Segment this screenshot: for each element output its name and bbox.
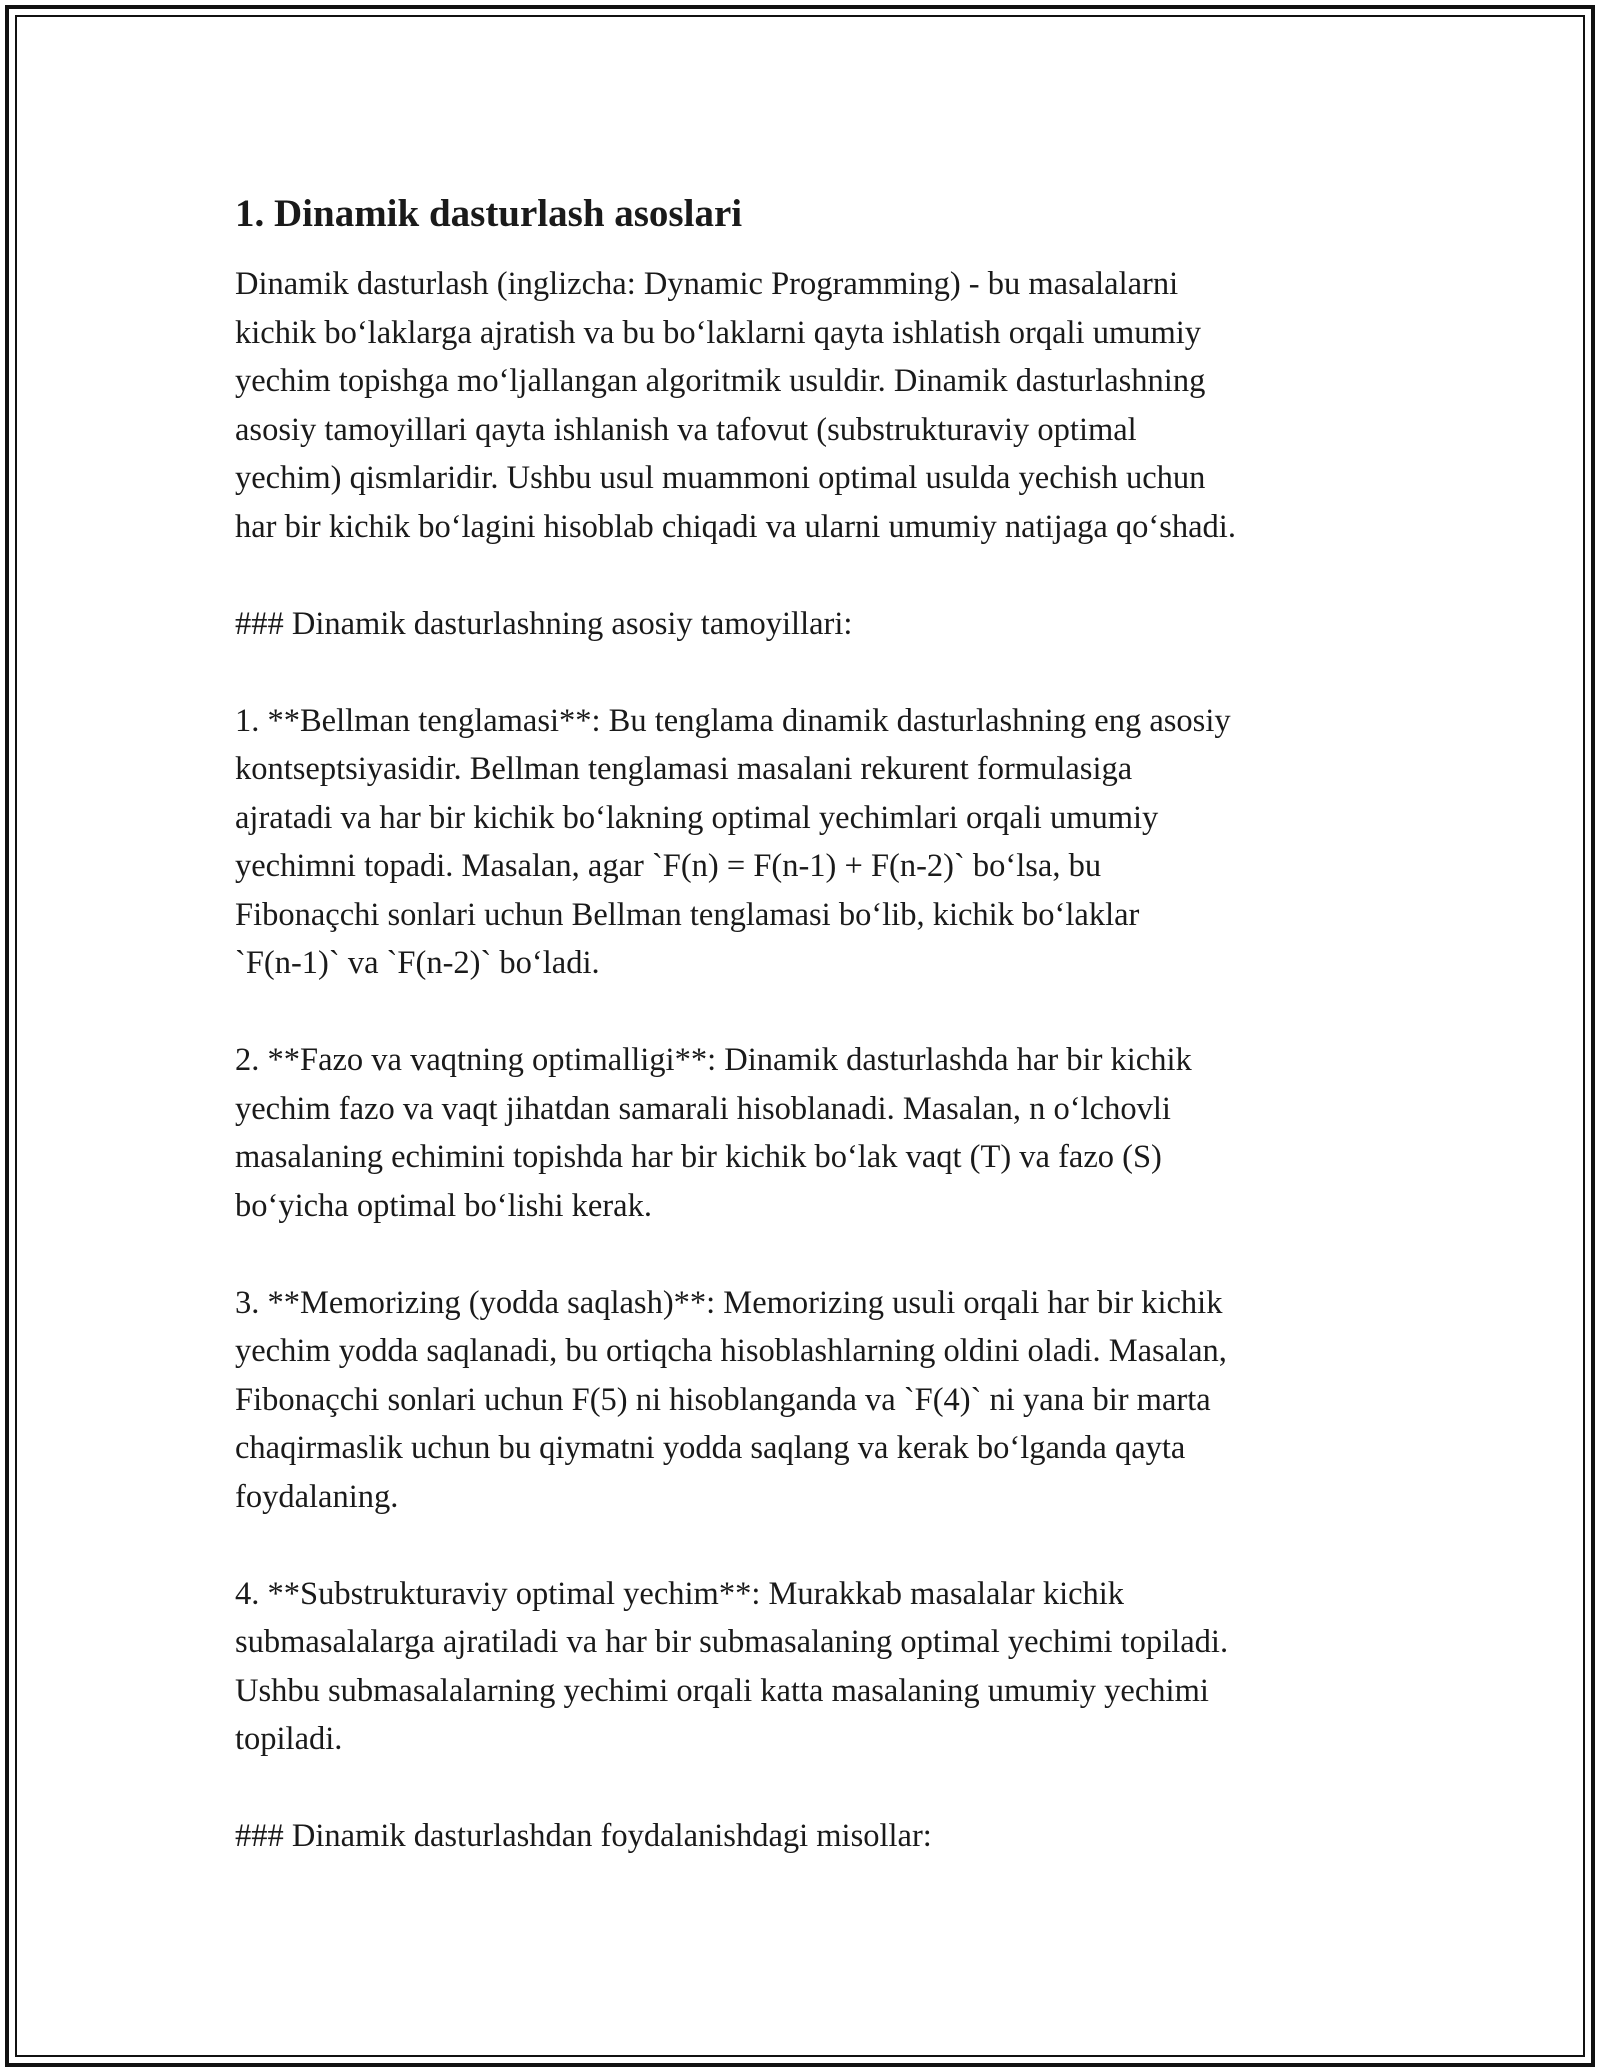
text-line: masalaning echimini topishda har bir kichik bo‘lak vaqt (T) va fazo (S) <box>235 1139 1162 1175</box>
text-line: yechim topishga mo‘ljallangan algoritmik usuldir. Dinamik dasturlashning <box>235 363 1206 399</box>
text-line: ### Dinamik dasturlashning asosiy tamoyillari: <box>235 605 853 642</box>
text-line: yechim fazo va vaqt jihatdan samarali hisoblanadi. Masalan, n o‘lchovli <box>235 1090 1171 1127</box>
text-line: Fibonaçchi sonlari uchun F(5) ni hisoblanganda va `F(4)` ni yana bir marta <box>235 1381 1211 1418</box>
text-line: 2. **Fazo va vaqtning optimalligi**: Dinamik dasturlashda har bir kichik <box>235 1042 1192 1078</box>
text-line: ajratadi va har bir kichik bo‘lakning optimal yechimlari orqali umumiy <box>235 799 1159 836</box>
text-line: submasalalarga ajratiladi va har bir submasalaning optimal yechimi topiladi. <box>235 1624 1229 1660</box>
principle-3-paragraph <box>235 1279 1375 1522</box>
text-line: `F(n-1)` va `F(n-2)` bo‘ladi. <box>235 945 600 981</box>
document-title: 1. Dinamik dasturlash asoslari <box>235 192 743 235</box>
text-line: har bir kichik bo‘lagini hisoblab chiqadi va ularni umumiy natijaga qo‘shadi. <box>235 508 1236 545</box>
text-line: bo‘yicha optimal bo‘lishi kerak. <box>235 1187 652 1224</box>
principle-4-paragraph <box>235 1570 1375 1764</box>
text-line: yechimni topadi. Masalan, agar `F(n) = F(n-1) + F(n-2)` bo‘lsa, bu <box>235 848 1102 884</box>
text-line: kichik bo‘laklarga ajratish va bu bo‘laklarni qayta ishlatish orqali umumiy <box>235 314 1202 351</box>
section-heading-examples <box>235 1812 1375 1861</box>
text-line: ### Dinamik dasturlashdan foydalanishdagi misollar: <box>235 1818 932 1854</box>
text-line: Fibonaçchi sonlari uchun Bellman tenglamasi bo‘lib, kichik bo‘laklar <box>235 896 1140 933</box>
text-line: topiladi. <box>235 1721 343 1757</box>
text-line: chaqirmaslik uchun bu qiymatni yodda saqlang va kerak bo‘lganda qayta <box>235 1430 1186 1466</box>
text-line: asosiy tamoyillari qayta ishlanish va tafovut (substrukturaviy optimal <box>235 411 1137 448</box>
section-heading-principles <box>235 600 1375 649</box>
text-line: 1. **Bellman tenglamasi**: Bu tenglama dinamik dasturlashning eng asosiy <box>235 702 1231 739</box>
principle-1-paragraph <box>235 697 1375 988</box>
text-line: kontseptsiyasidir. Bellman tenglamasi masalani rekurent formulasiga <box>235 751 1133 787</box>
document-body <box>235 186 1375 1909</box>
text-line: Dinamik dasturlash (inglizcha: Dynamic Programming) - bu masalalarni <box>235 266 1179 302</box>
text-line: Ushbu submasalalarning yechimi orqali katta masalaning umumiy yechimi <box>235 1672 1209 1709</box>
intro-paragraph <box>235 260 1375 551</box>
principle-2-paragraph <box>235 1036 1375 1230</box>
text-line: yechim yodda saqlanadi, bu ortiqcha hisoblashlarning oldini oladi. Masalan, <box>235 1333 1227 1369</box>
text-line: 4. **Substrukturaviy optimal yechim**: Murakkab masalalar kichik <box>235 1575 1125 1612</box>
text-line: 3. **Memorizing (yodda saqlash)**: Memorizing usuli orqali har bir kichik <box>235 1284 1223 1321</box>
text-line: yechim) qismlaridir. Ushbu usul muammoni optimal usulda yechish uchun <box>235 460 1206 496</box>
text-line: foydalaning. <box>235 1478 399 1515</box>
